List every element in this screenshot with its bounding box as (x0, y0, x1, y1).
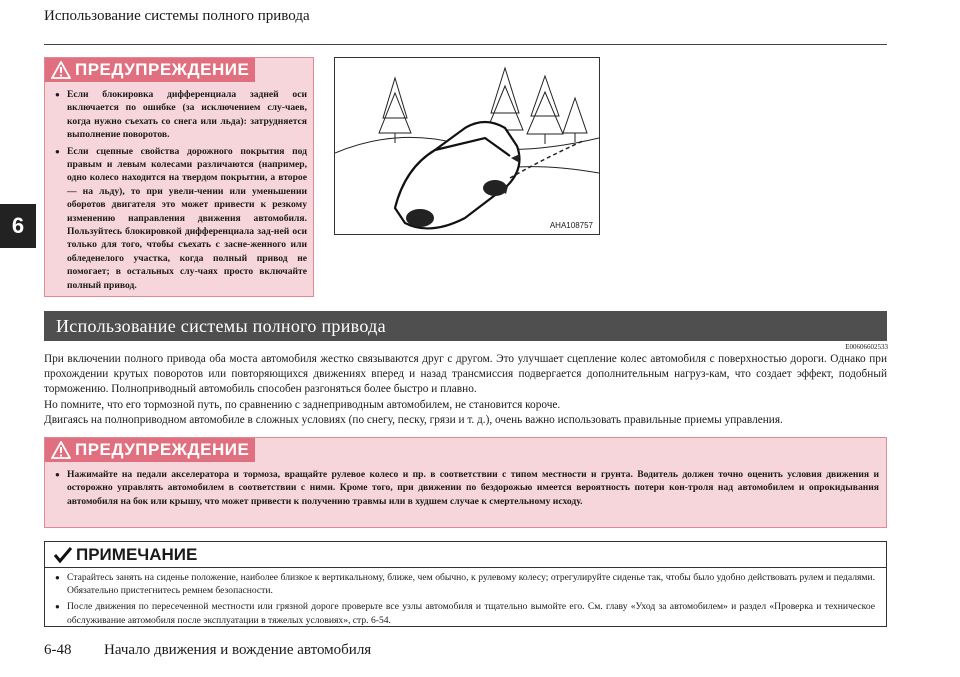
vehicle-illustration (334, 57, 600, 235)
warning-box-differential (44, 57, 314, 297)
warning-text (55, 88, 307, 295)
warning-heading (45, 438, 255, 462)
body-paragraph: При включении полного привода оба моста автомобиля жестко связываются друг с другом. Это улучшает сцепление колес автомобиля с поверхностью дороги. Однако при прохождении крутых поворотов или повторяющихся движениях вперед и назад трансмиссия подвергается дополнительным нагруз-кам, что создает эффект, подобный торможению. Полноприводный автомобиль способен разгоняться более быстро и плавно. (44, 353, 887, 396)
body-paragraph: Но помните, что его тормозной путь, по сравнению с заднеприводным автомобилем, не становится короче. (44, 398, 561, 411)
page-number: 6-48 (44, 642, 72, 658)
page-header-title: Использование системы полного привода (44, 8, 310, 24)
warning-box-driving (44, 437, 887, 528)
note-heading-label: ПРИМЕЧАНИЕ (76, 545, 198, 564)
body-paragraph: Двигаясь на полноприводном автомобиле в сложных условиях (по снегу, песку, грязи и т. д.), очень важно использовать правильные приемы управления. (44, 413, 783, 426)
note-heading (53, 545, 197, 565)
warning-item: ● Нажимайте на педали акселератора и тормоза, вращайте рулевое колесо и пр. в соответствии с типом местности и грунта. Водитель должен точно оценить условия движения и осторожно управлять автомобилем в соответствии с ними. Кроме того, при движении по бездорожью имеется вероятность потери кон-троля над автомобилем и опрокидывания автомобиля на бок или крышу, что может привести к получению травмы или в худшем случае к смертельному исходу. (55, 468, 879, 508)
car-on-snow-illustration (335, 58, 599, 234)
pencil-check-icon (53, 546, 73, 564)
section-body (44, 352, 887, 428)
header-rule (44, 44, 887, 45)
warning-triangle-icon (51, 441, 71, 459)
warning-item: ● Если сцепные свойства дорожного покрытия под правым и левым колесами различаются (например, одно колесо находится на твердом покрытии, а второе — на льду), то при увели-чении или уменьшении оборотов двигателя это может привести к резкому изменению направления движения автомобиля. Пользуйтесь блокировкой дифференциала зад-ней оси только для того, чтобы съехать с засне-женного или обледенелого участка, когда полный привод не помогает; в остальных слу-чаях просто включайте полный привод. (55, 145, 307, 292)
footer-chapter-title: Начало движения и вождение автомобиля (104, 642, 372, 658)
warning-text (55, 468, 879, 511)
note-rule (45, 567, 886, 568)
warning-heading (45, 58, 255, 82)
warning-triangle-icon (51, 61, 71, 79)
chapter-tab: 6 (0, 204, 36, 248)
illustration-caption: AHA108757 (549, 221, 593, 230)
note-item: ● После движения по пересеченной местности или грязной дороге проверьте все узлы автомобиля и тщательно вымойте его. См. главу «Уход за автомобилем» и раздел «Проверка и техническое обслуживание автомобиля после эксплуатации в тяжелых условиях», стр. 6-54. (55, 600, 875, 626)
warning-item: ● Если блокировка дифференциала задней оси включается по ошибке (за исключением слу-чаев, когда нужно съехать со снега или льда): затрудняется выполнение поворотов. (55, 88, 307, 142)
note-item: ● Старайтесь занять на сиденье положение, наиболее близкое к вертикальному, ближе, чем обычно, к рулевому колесу; отрегулируйте сиденье так, чтобы было удобно действовать рулем и педалями. Обязательно пристегнитесь ремнем безопасности. (55, 571, 875, 597)
note-box (44, 541, 887, 627)
document-code: E00606602533 (845, 343, 888, 351)
warning-heading-label: ПРЕДУПРЕЖДЕНИЕ (75, 440, 250, 459)
section-title-bar: Использование системы полного привода (44, 311, 887, 341)
warning-heading-label: ПРЕДУПРЕЖДЕНИЕ (75, 60, 250, 79)
note-text (55, 571, 875, 630)
